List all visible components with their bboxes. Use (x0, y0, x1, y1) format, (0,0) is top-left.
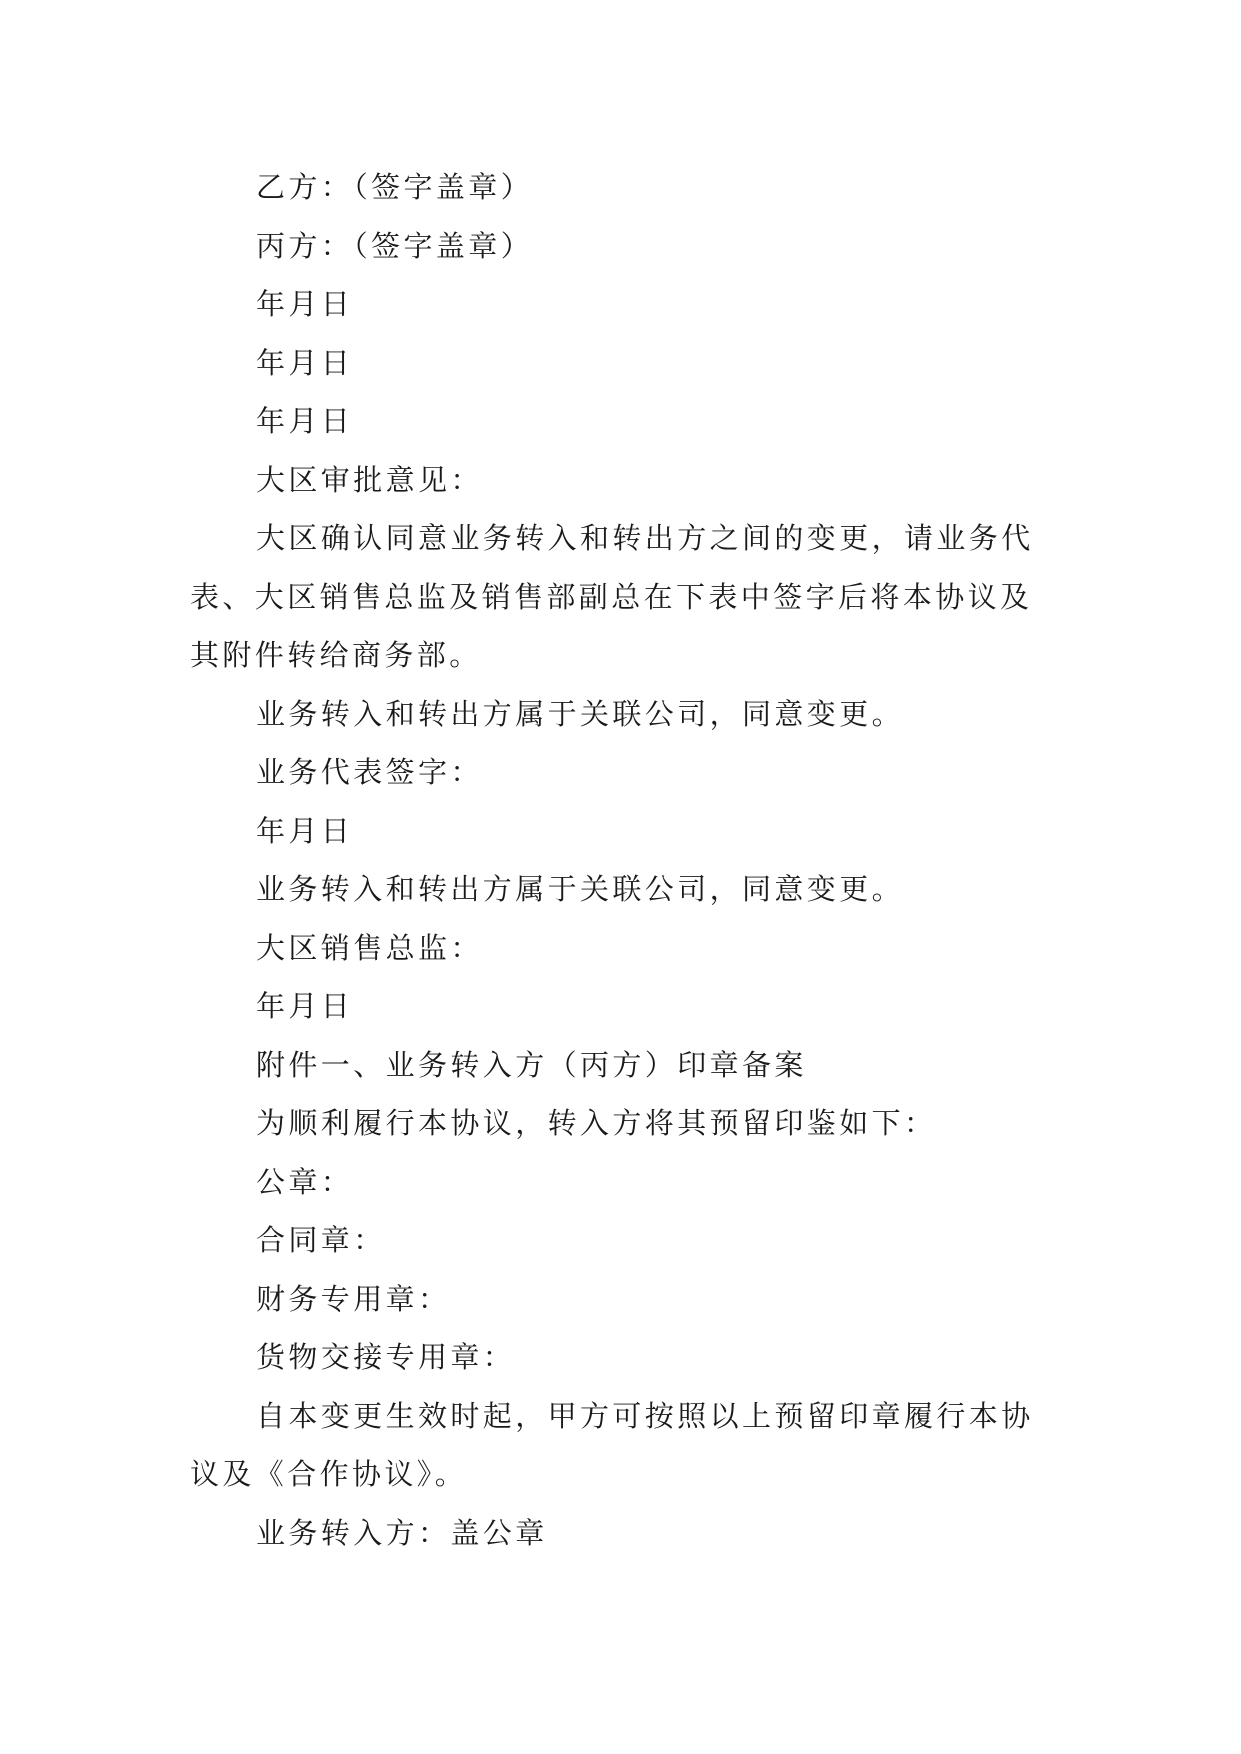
contract-seal-line: 合同章： (256, 1223, 386, 1257)
transferee-seal-line: 业务转入方：盖公章 (256, 1515, 548, 1550)
seal-registration-intro: 为顺利履行本协议，转入方将其预留印鉴如下： (256, 1106, 937, 1140)
date-line: 年月日 (256, 345, 354, 380)
party-c-signature-line: 丙方：（签字盖章） (256, 228, 534, 263)
date-line: 年月日 (256, 404, 354, 438)
date-line: 年月日 (256, 287, 354, 321)
official-seal-line: 公章： (256, 1164, 354, 1199)
date-line: 年月日 (256, 989, 354, 1023)
sales-director-signature-line: 大区销售总监： (256, 930, 483, 965)
region-approval-paragraph: 大区确认同意业务转入和转出方之间的变更，请业务代表、大区销售总监及销售部副总在下表中签字后将本协议及其附件转给商务部。 (190, 521, 1034, 672)
rep-signature-line: 业务代表签字： (256, 755, 483, 789)
finance-seal-line: 财务专用章： (256, 1281, 451, 1316)
delivery-seal-line: 货物交接专用章： (256, 1340, 516, 1374)
related-company-approval: 业务转入和转出方属于关联公司，同意变更。 (256, 872, 905, 906)
date-line: 年月日 (256, 813, 354, 848)
effective-clause-paragraph: 自本变更生效时起，甲方可按照以上预留印章履行本协议及《合作协议》。 (190, 1398, 1034, 1491)
attachment-one-heading: 附件一、业务转入方（丙方）印章备案 (256, 1047, 807, 1082)
document-body (190, 158, 1050, 1562)
party-b-signature-line: 乙方：（签字盖章） (256, 170, 534, 204)
related-company-approval: 业务转入和转出方属于关联公司，同意变更。 (256, 696, 905, 731)
region-approval-heading: 大区审批意见： (256, 462, 483, 497)
